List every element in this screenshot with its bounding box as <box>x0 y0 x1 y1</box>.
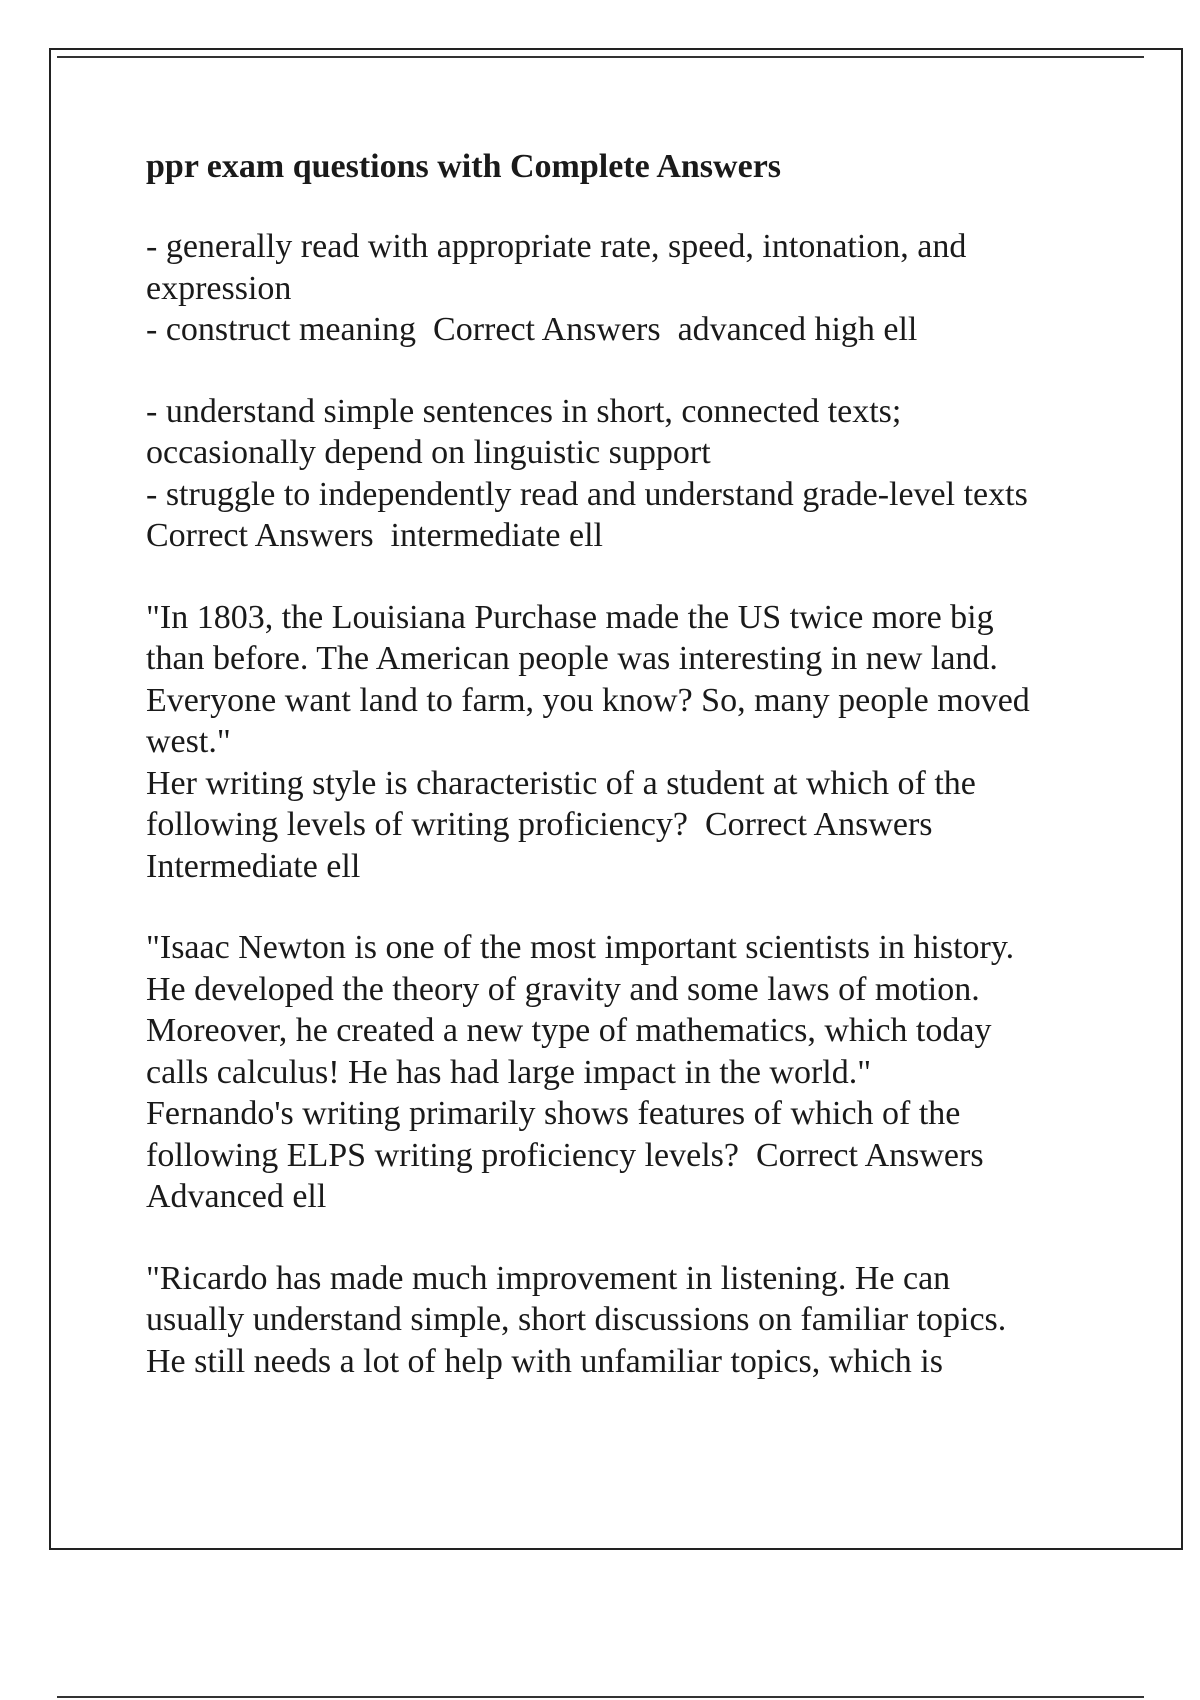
qa-line: west." <box>146 723 231 760</box>
qa-line: Moreover, he created a new type of mathematics, which today <box>146 1012 992 1049</box>
qa-line: He still needs a lot of help with unfamiliar topics, which is <box>146 1342 943 1380</box>
qa-line: "Isaac Newton is one of the most important scientists in history. <box>146 929 1015 966</box>
qa-line: occasionally depend on linguistic support <box>146 434 711 471</box>
qa-line: than before. The American people was interesting in new land. <box>146 640 998 677</box>
qa-line: "In 1803, the Louisiana Purchase made the US twice more big <box>146 598 994 636</box>
qa-line: calls calculus! He has had large impact in the world." <box>146 1053 872 1091</box>
qa-line: expression <box>146 269 292 307</box>
qa-block <box>146 597 1106 888</box>
qa-line: - construct meaning Correct Answers advanced high ell <box>146 311 918 348</box>
qa-line: Intermediate ell <box>146 847 361 885</box>
qa-line: Fernando's writing primarily shows features of which of the <box>146 1095 961 1132</box>
qa-line: following ELPS writing proficiency levels? Correct Answers <box>146 1136 984 1174</box>
qa-line: following levels of writing proficiency? Correct Answers <box>146 806 933 843</box>
qa-block <box>146 391 1106 557</box>
qa-line: He developed the theory of gravity and some laws of motion. <box>146 970 980 1008</box>
qa-line: "Ricardo has made much improvement in listening. He can <box>146 1259 951 1297</box>
qa-line: - understand simple sentences in short, connected texts; <box>146 392 902 430</box>
qa-line: Advanced ell <box>146 1178 327 1215</box>
qa-line: - struggle to independently read and understand grade-level texts <box>146 475 1028 513</box>
bottom-rule <box>57 1696 1144 1698</box>
qa-line: Everyone want land to farm, you know? So, many people moved <box>146 681 1030 719</box>
top-rule <box>57 56 1144 58</box>
qa-block <box>146 1258 1106 1383</box>
qa-line: usually understand simple, short discussions on familiar topics. <box>146 1301 1007 1338</box>
qa-block <box>146 927 1106 1218</box>
qa-line: - generally read with appropriate rate, speed, intonation, and <box>146 228 967 265</box>
qa-block <box>146 226 1106 351</box>
qa-line: Correct Answers intermediate ell <box>146 517 603 554</box>
document-content <box>146 146 1106 1422</box>
document-title: ppr exam questions with Complete Answers <box>146 148 782 185</box>
qa-line: Her writing style is characteristic of a student at which of the <box>146 764 976 802</box>
